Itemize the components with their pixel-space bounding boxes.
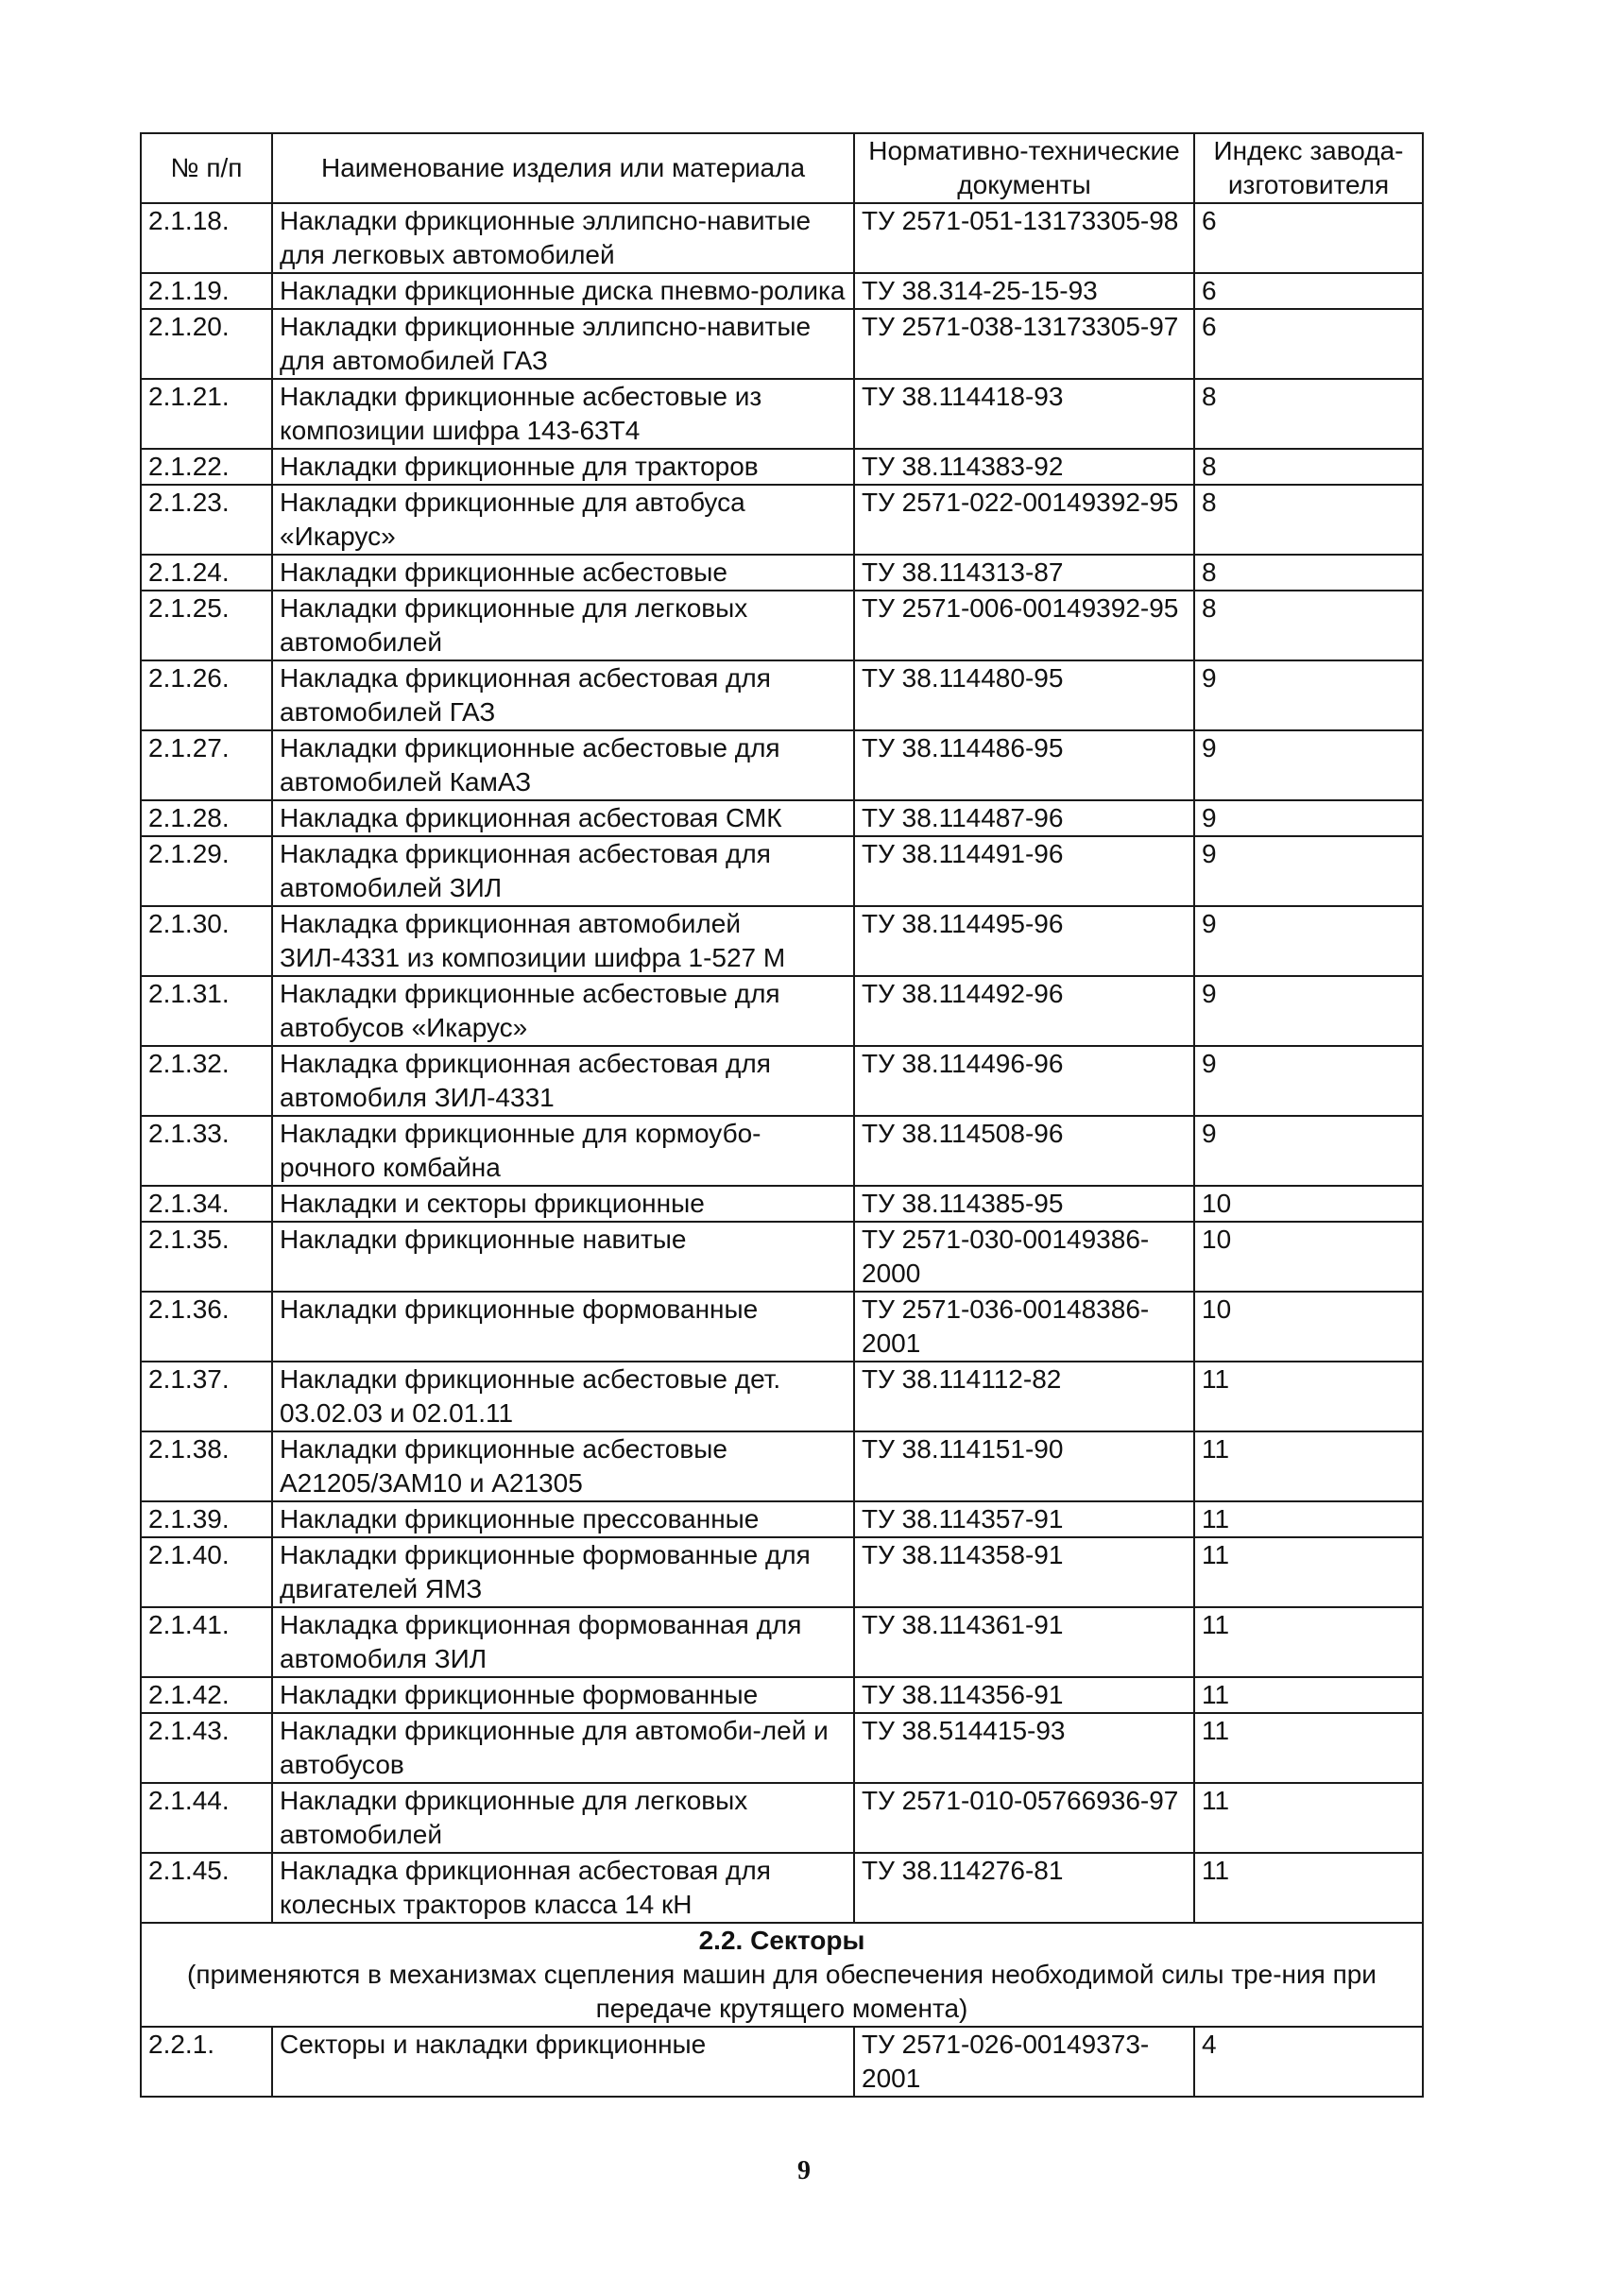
row-documents: ТУ 38.114508-96 (854, 1116, 1194, 1186)
row-number: 2.1.30. (141, 906, 272, 976)
row-number: 2.1.22. (141, 449, 272, 485)
table-body (141, 203, 1423, 1923)
row-name: Накладка фрикционная асбестовая СМК (272, 800, 854, 836)
row-name: Накладка фрикционная автомобилей ЗИЛ-4331 из композиции шифра 1-527 М (272, 906, 854, 976)
row-name: Накладки и секторы фрикционные (272, 1186, 854, 1222)
table-row (141, 1713, 1423, 1783)
row-documents: ТУ 38.114358-91 (854, 1537, 1194, 1607)
row-documents: ТУ 2571-051-13173305-98 (854, 203, 1194, 273)
row-number: 2.1.19. (141, 273, 272, 309)
row-factory-index: 6 (1194, 309, 1423, 379)
row-number: 2.1.39. (141, 1501, 272, 1537)
row-number: 2.2.1. (141, 2027, 272, 2097)
row-number: 2.1.25. (141, 591, 272, 660)
row-factory-index: 8 (1194, 485, 1423, 555)
row-factory-index: 10 (1194, 1222, 1423, 1292)
row-documents: ТУ 38.114486-95 (854, 730, 1194, 800)
row-factory-index: 8 (1194, 591, 1423, 660)
row-number: 2.1.42. (141, 1677, 272, 1713)
row-number: 2.1.28. (141, 800, 272, 836)
row-number: 2.1.45. (141, 1853, 272, 1923)
row-name: Секторы и накладки фрикционные (272, 2027, 854, 2097)
row-factory-index: 11 (1194, 1677, 1423, 1713)
row-number: 2.1.27. (141, 730, 272, 800)
row-name: Накладки фрикционные для автобуса «Икарус» (272, 485, 854, 555)
table-row (141, 2027, 1423, 2097)
row-factory-index: 8 (1194, 379, 1423, 449)
table-row (141, 836, 1423, 906)
row-number: 2.1.33. (141, 1116, 272, 1186)
table-row (141, 1783, 1423, 1853)
header-number: № п/п (141, 133, 272, 203)
row-name: Накладки фрикционные прессованные (272, 1501, 854, 1537)
row-factory-index: 9 (1194, 800, 1423, 836)
table-row (141, 273, 1423, 309)
row-name: Накладки фрикционные асбестовые дет. 03.02.03 и 02.01.11 (272, 1362, 854, 1431)
row-documents: ТУ 38.114313-87 (854, 555, 1194, 591)
row-name: Накладка фрикционная асбестовая для автомобилей ЗИЛ (272, 836, 854, 906)
section-body (141, 1923, 1423, 2027)
row-factory-index: 6 (1194, 203, 1423, 273)
row-number: 2.1.21. (141, 379, 272, 449)
row-number: 2.1.18. (141, 203, 272, 273)
row-factory-index: 9 (1194, 1116, 1423, 1186)
section-header-row (141, 1923, 1423, 2027)
row-documents: ТУ 38.314-25-15-93 (854, 273, 1194, 309)
row-factory-index: 11 (1194, 1607, 1423, 1677)
row-name: Накладки фрикционные асбестовые для автомобилей КамАЗ (272, 730, 854, 800)
row-name: Накладки фрикционные формованные (272, 1677, 854, 1713)
row-documents: ТУ 38.114491-96 (854, 836, 1194, 906)
row-documents: ТУ 38.114480-95 (854, 660, 1194, 730)
row-documents: ТУ 2571-030-00149386-2000 (854, 1222, 1194, 1292)
row-number: 2.1.24. (141, 555, 272, 591)
page-number: 9 (797, 2156, 811, 2185)
row-number: 2.1.23. (141, 485, 272, 555)
row-name: Накладка фрикционная асбестовая для автомобиля ЗИЛ-4331 (272, 1046, 854, 1116)
products-table (140, 132, 1424, 2098)
section-header-cell (141, 1923, 1423, 2027)
row-factory-index: 11 (1194, 1783, 1423, 1853)
row-factory-index: 11 (1194, 1362, 1423, 1431)
section-note: (применяются в механизмах сцепления машин для обеспечения необходимой силы тре-ния при передаче крутящего момента) (187, 1960, 1377, 2023)
row-documents: ТУ 38.114112-82 (854, 1362, 1194, 1431)
table-row (141, 1222, 1423, 1292)
row-documents: ТУ 38.114383-92 (854, 449, 1194, 485)
row-name: Накладка фрикционная формованная для автомобиля ЗИЛ (272, 1607, 854, 1677)
table-row (141, 591, 1423, 660)
row-number: 2.1.40. (141, 1537, 272, 1607)
table-row (141, 1853, 1423, 1923)
table-row (141, 1607, 1423, 1677)
row-documents: ТУ 38.114418-93 (854, 379, 1194, 449)
section-title: 2.2. Секторы (698, 1926, 865, 1955)
row-number: 2.1.36. (141, 1292, 272, 1362)
header-name: Наименование изделия или материала (272, 133, 854, 203)
row-name: Накладки фрикционные для автомоби-лей и автобусов (272, 1713, 854, 1783)
header-documents: Нормативно-технические документы (854, 133, 1194, 203)
row-name: Накладки фрикционные для тракторов (272, 449, 854, 485)
row-number: 2.1.20. (141, 309, 272, 379)
row-number: 2.1.26. (141, 660, 272, 730)
table-row (141, 449, 1423, 485)
row-number: 2.1.35. (141, 1222, 272, 1292)
row-name: Накладки фрикционные эллипсно-навитые для легковых автомобилей (272, 203, 854, 273)
row-factory-index: 8 (1194, 449, 1423, 485)
row-documents: ТУ 38.114496-96 (854, 1046, 1194, 1116)
table-row (141, 730, 1423, 800)
table-row (141, 1431, 1423, 1501)
table-row (141, 1292, 1423, 1362)
row-documents: ТУ 38.114361-91 (854, 1607, 1194, 1677)
row-factory-index: 9 (1194, 660, 1423, 730)
row-name: Накладки фрикционные формованные для двигателей ЯМЗ (272, 1537, 854, 1607)
row-number: 2.1.29. (141, 836, 272, 906)
row-documents: ТУ 38.114356-91 (854, 1677, 1194, 1713)
table-row (141, 203, 1423, 273)
row-factory-index: 9 (1194, 730, 1423, 800)
row-documents: ТУ 38.114385-95 (854, 1186, 1194, 1222)
row-factory-index: 11 (1194, 1431, 1423, 1501)
table-row (141, 1501, 1423, 1537)
row-factory-index: 11 (1194, 1501, 1423, 1537)
row-factory-index: 11 (1194, 1537, 1423, 1607)
table-row (141, 800, 1423, 836)
table-row (141, 1046, 1423, 1116)
row-name: Накладка фрикционная асбестовая для автомобилей ГАЗ (272, 660, 854, 730)
table-row (141, 485, 1423, 555)
row-documents: ТУ 2571-022-00149392-95 (854, 485, 1194, 555)
table-row (141, 379, 1423, 449)
row-number: 2.1.38. (141, 1431, 272, 1501)
row-factory-index: 10 (1194, 1186, 1423, 1222)
row-factory-index: 9 (1194, 976, 1423, 1046)
table-row (141, 1362, 1423, 1431)
table-row (141, 906, 1423, 976)
row-factory-index: 6 (1194, 273, 1423, 309)
row-documents: ТУ 2571-038-13173305-97 (854, 309, 1194, 379)
row-factory-index: 11 (1194, 1853, 1423, 1923)
row-number: 2.1.31. (141, 976, 272, 1046)
row-name: Накладки фрикционные асбестовые А21205/3АМ10 и А21305 (272, 1431, 854, 1501)
row-documents: ТУ 38.114492-96 (854, 976, 1194, 1046)
row-documents: ТУ 38.114276-81 (854, 1853, 1194, 1923)
row-factory-index: 9 (1194, 1046, 1423, 1116)
row-documents: ТУ 38.114151-90 (854, 1431, 1194, 1501)
row-documents: ТУ 38.114357-91 (854, 1501, 1194, 1537)
row-name: Накладки фрикционные для кормоубо-рочного комбайна (272, 1116, 854, 1186)
header-factory-index: Индекс завода-изготовителя (1194, 133, 1423, 203)
row-name: Накладки фрикционные навитые (272, 1222, 854, 1292)
row-name: Накладки фрикционные диска пневмо-ролика (272, 273, 854, 309)
row-number: 2.1.44. (141, 1783, 272, 1853)
table-row (141, 1116, 1423, 1186)
row-name: Накладки фрикционные асбестовые для автобусов «Икарус» (272, 976, 854, 1046)
row-number: 2.1.41. (141, 1607, 272, 1677)
row-name: Накладки фрикционные формованные (272, 1292, 854, 1362)
row-name: Накладка фрикционная асбестовая для колесных тракторов класса 14 кН (272, 1853, 854, 1923)
row-documents: ТУ 2571-036-00148386-2001 (854, 1292, 1194, 1362)
row-documents: ТУ 2571-026-00149373-2001 (854, 2027, 1194, 2097)
row-name: Накладки фрикционные эллипсно-навитые для автомобилей ГАЗ (272, 309, 854, 379)
row-number: 2.1.43. (141, 1713, 272, 1783)
row-name: Накладки фрикционные для легковых автомобилей (272, 591, 854, 660)
row-number: 2.1.37. (141, 1362, 272, 1431)
row-factory-index: 9 (1194, 906, 1423, 976)
row-factory-index: 8 (1194, 555, 1423, 591)
row-documents: ТУ 2571-010-05766936-97 (854, 1783, 1194, 1853)
table-header-row (141, 133, 1423, 203)
row-name: Накладки фрикционные асбестовые из композиции шифра 143-63Т4 (272, 379, 854, 449)
table-row (141, 1537, 1423, 1607)
row-documents: ТУ 38.114487-96 (854, 800, 1194, 836)
row-name: Накладки фрикционные асбестовые (272, 555, 854, 591)
row-documents: ТУ 38.114495-96 (854, 906, 1194, 976)
table-row (141, 309, 1423, 379)
row-number: 2.1.32. (141, 1046, 272, 1116)
table-row (141, 1186, 1423, 1222)
row-factory-index: 11 (1194, 1713, 1423, 1783)
table-row (141, 1677, 1423, 1713)
row-factory-index: 9 (1194, 836, 1423, 906)
row-factory-index: 10 (1194, 1292, 1423, 1362)
table-row (141, 976, 1423, 1046)
section-table-body (141, 2027, 1423, 2097)
row-number: 2.1.34. (141, 1186, 272, 1222)
row-name: Накладки фрикционные для легковых автомобилей (272, 1783, 854, 1853)
row-factory-index: 4 (1194, 2027, 1423, 2097)
table-row (141, 555, 1423, 591)
table-row (141, 660, 1423, 730)
row-documents: ТУ 38.514415-93 (854, 1713, 1194, 1783)
row-documents: ТУ 2571-006-00149392-95 (854, 591, 1194, 660)
